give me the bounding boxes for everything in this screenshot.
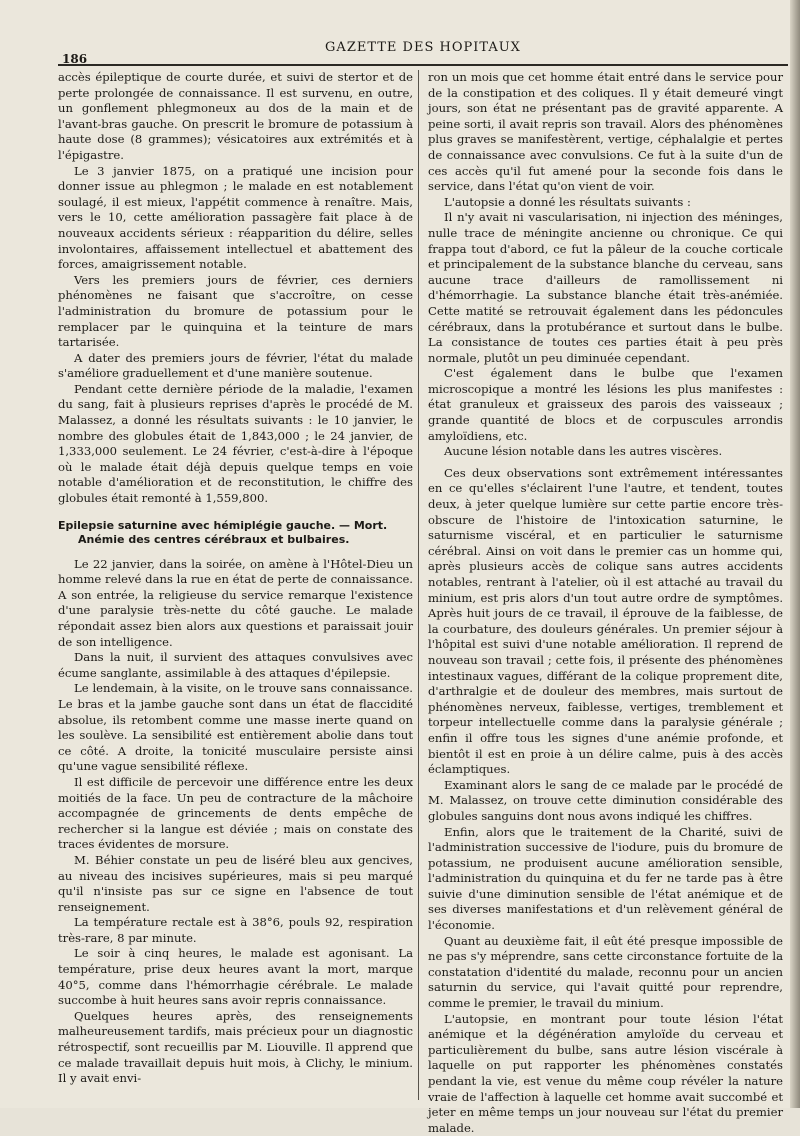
paragraph: C'est également dans le bulbe que l'examen microscopique a montré les lésions les plus manifestes : état granuleux et graisseux des parois des vaisseaux ; grande quantité de blocs et de corpuscules arrondis amyloïdiens, etc. — [428, 366, 783, 443]
page-header — [58, 36, 788, 66]
paragraph: Examinant alors le sang de ce malade par le procédé de M. Malassez, on trouve cette diminution considérable des globules sanguins dont nous avons indiqué les chiffres. — [428, 777, 783, 823]
header-rule — [58, 64, 788, 66]
paragraph: A dater des premiers jours de février, l'état du malade s'améliore graduellement et d'une manière soutenue. — [58, 350, 413, 381]
page-edge — [790, 0, 800, 1108]
page-number: 186 — [62, 52, 88, 66]
paragraph: Enfin, alors que le traitement de la Charité, suivi de l'administration successive de l'iodure, puis du bromure de potassium, ne produisent aucune amélioration sensible, l'administration du quinquina et du fer ne tarde pas à être suivie d'une diminution sensible de l'état anémique et de ses diverses manifestations et d'un relèvement général de l'économie. — [428, 824, 783, 933]
paragraph: Le 22 janvier, dans la soirée, on amène à l'Hôtel-Dieu un homme relevé dans la rue en état de perte de connaissance. A son entrée, la religieuse du service remarque l'existence d'une paralysie très-nette du côté gauche. Le malade répondait assez bien alors aux questions et paraissait jouir de son intelligence. — [58, 556, 413, 649]
paragraph: Pendant cette dernière période de la maladie, l'examen du sang, fait à plusieurs reprises d'après le procédé de M. Malassez, a donné les résultats suivants : le 10 janvier, le nombre des globules était de 1,843,000 ; le 24 janvier, de 1,333,000 seulement. Le 24 février, c'est-à-dire à l'époque où le malade était déjà depuis quelque temps en voie notable d'amélioration et de reconstitution, le chiffre des globules était remonté à 1,559,800. — [58, 381, 413, 506]
paragraph: Quant au deuxième fait, il eût été presque impossible de ne pas s'y méprendre, sans cette circonstance fortuite de la constatation d'identité du malade, reconnu pour un ancien saturnin du service, qui l'avait quitté pour reprendre, comme le premier, le travail du minium. — [428, 933, 783, 1011]
paragraph: Dans la nuit, il survient des attaques convulsives avec écume sanglante, assimilable à des attaques d'épilepsie. — [58, 650, 413, 680]
paragraph: M. Béhier constate un peu de liséré bleu aux gencives, au niveau des incisives supérieures, mais si peu marqué qu'il n'insiste pas sur ce signe en l'absence de tout renseignement. — [58, 852, 413, 914]
paragraph: Le soir à cinq heures, le malade est agonisant. La température, prise deux heures avant la mort, marque 40°5, comme dans l'hémorrhagie cérébrale. Le malade succombe à huit heures sans avoir repris connaissance. — [58, 946, 413, 1008]
left-column — [58, 70, 413, 1087]
paragraph: La température rectale est à 38°6, pouls 92, respiration très-rare, 8 par minute. — [58, 915, 413, 945]
paragraph: Aucune lésion notable dans les autres viscères. — [444, 444, 723, 459]
section-subtitle: Anémie des centres cérébraux et bulbaires. — [78, 532, 350, 546]
running-title: GAZETTE DES HOPITAUX — [325, 40, 521, 55]
paragraph: L'autopsie a donné les résultats suivants : — [444, 194, 691, 209]
column-divider — [418, 70, 419, 1100]
paragraph: Le lendemain, à la visite, on le trouve sans connaissance. Le bras et la jambe gauche sont dans un état de flaccidité absolue, ils retombent comme une masse inerte quand on les soulève. La sensibilité est entièrement abolie dans tout ce côté. A droite, la tonicité musculaire persiste ainsi qu'une vague sensibilité réflexe. — [58, 681, 413, 774]
paragraph: Le 3 janvier 1875, on a pratiqué une incision pour donner issue au phlegmon ; le malade en est notablement soulagé, il est mieux, l'appétit commence à renaître. Mais, vers le 10, cette amélioration passagère fait place à de nouveaux accidents sérieux : réapparition du délire, selles involontaires, affaissement intellectuel et abattement des forces, amaigrissement notable. — [58, 163, 413, 272]
section-heading — [58, 519, 413, 547]
paragraph: Il n'y avait ni vascularisation, ni injection des méninges, nulle trace de méningite ancienne ou chronique. Ce qui frappa tout d'abord, ce fut la pâleur de la couche corticale et principalement de la substance blanche du cerveau, sans aucune trace d'ailleurs de ramollissement ni d'hémorrhagie. La substance blanche était très-anémiée. Cette matité se retrouvait également dans les pédoncules cérébraux, dans la protubérance et surtout dans le bulbe. La consistance de toutes ces parties était à peu près normale, plutôt un peu diminuée cependant. — [428, 210, 783, 365]
paragraph: ron un mois que cet homme était entré dans le service pour de la constipation et des coliques. Il y était demeuré vingt jours, son état ne présentant pas de gravité apparente. A peine sorti, il avait repris son travail. Alors des phénomènes plus graves se manifestèrent, vertige, céphalalgie et pertes de connaissance avec convulsions. Ce fut à la suite d'un de ces accès qu'il fut amené pour la seconde fois dans le service, dans l'état qu'on vient de voir. — [428, 70, 783, 194]
section-title: Epilepsie saturnine avec hémiplégie gauche. — Mort. — [58, 518, 388, 532]
paragraph: Vers les premiers jours de février, ces derniers phénomènes ne faisant que s'accroître, on cesse l'administration du bromure de potassium pour le remplacer par le quinquina et la teinture de mars tartarisée. — [58, 272, 413, 350]
paragraph: Quelques heures après, des renseignements malheureusement tardifs, mais précieux pour un diagnostic rétrospectif, sont recueillis par M. Liouville. Il apprend que ce malade travaillait depuis huit mois, à Clichy, le minium. Il y avait envi- — [58, 1008, 413, 1086]
paragraph: Il est difficile de percevoir une différence entre les deux moitiés de la face. Un peu de contracture de la mâchoire accompagnée de grincements de dents empêche de rechercher si la langue est déviée ; mais on constate des traces évidentes de morsure. — [58, 774, 413, 852]
paragraph: Ces deux observations sont extrêmement intéressantes en ce qu'elles s'éclairent l'une l'autre, et tendent, toutes deux, à jeter quelque lumière sur cette partie encore très-obscure de l'histoire de l'intoxication saturnine, le saturnisme viscéral, et en particulier le saturnisme cérébral. Ainsi on voit dans le premier cas un homme qui, après plusieurs accès de colique sans autres accidents notables, rentrant à l'atelier, où il est attaché au travail du minium, est pris alors d'un tout autre ordre de symptômes. Après huit jours de ce travail, il éprouve de la faiblesse, de la courbature, des douleurs générales. Un premier séjour à l'hôpital est suivi d'une notable amélioration. Il reprend de nouveau son travail ; cette fois, il présente des phénomènes intestinaux vagues, différant de la colique proprement dite, d'arthralgie et de douleur des membres, mais surtout de phénomènes nerveux, faiblesse, vertiges, tremblement et torpeur intellectuelle comme dans la paralysie générale ; enfin il offre tous les signes d'une anémie profonde, et bientôt il est en proie à un délire calme, puis à des accès éclamptiques. — [428, 465, 783, 777]
paragraph: L'autopsie, en montrant pour toute lésion l'état anémique et la dégénération amyloïde du cerveau et particulièrement du bulbe, sans autre lésion viscérale à laquelle on put rapporter les phénomènes constatés pendant la vie, est venue du même coup révéler la nature vraie de l'affection à laquelle cet homme avait succombé et jeter en même temps un jour nouveau sur l'état du premier malade. — [428, 1011, 783, 1135]
right-column — [428, 70, 783, 1136]
paragraph: accès épileptique de courte durée, et suivi de stertor et de perte prolongée de connaissance. Il est survenu, en outre, un gonflement phlegmoneux au dos de la main et de l'avant-bras gauche. On prescrit le bromure de potassium à haute dose (8 grammes); vésicatoires aux extrémités et à l'épigastre. — [58, 70, 413, 162]
